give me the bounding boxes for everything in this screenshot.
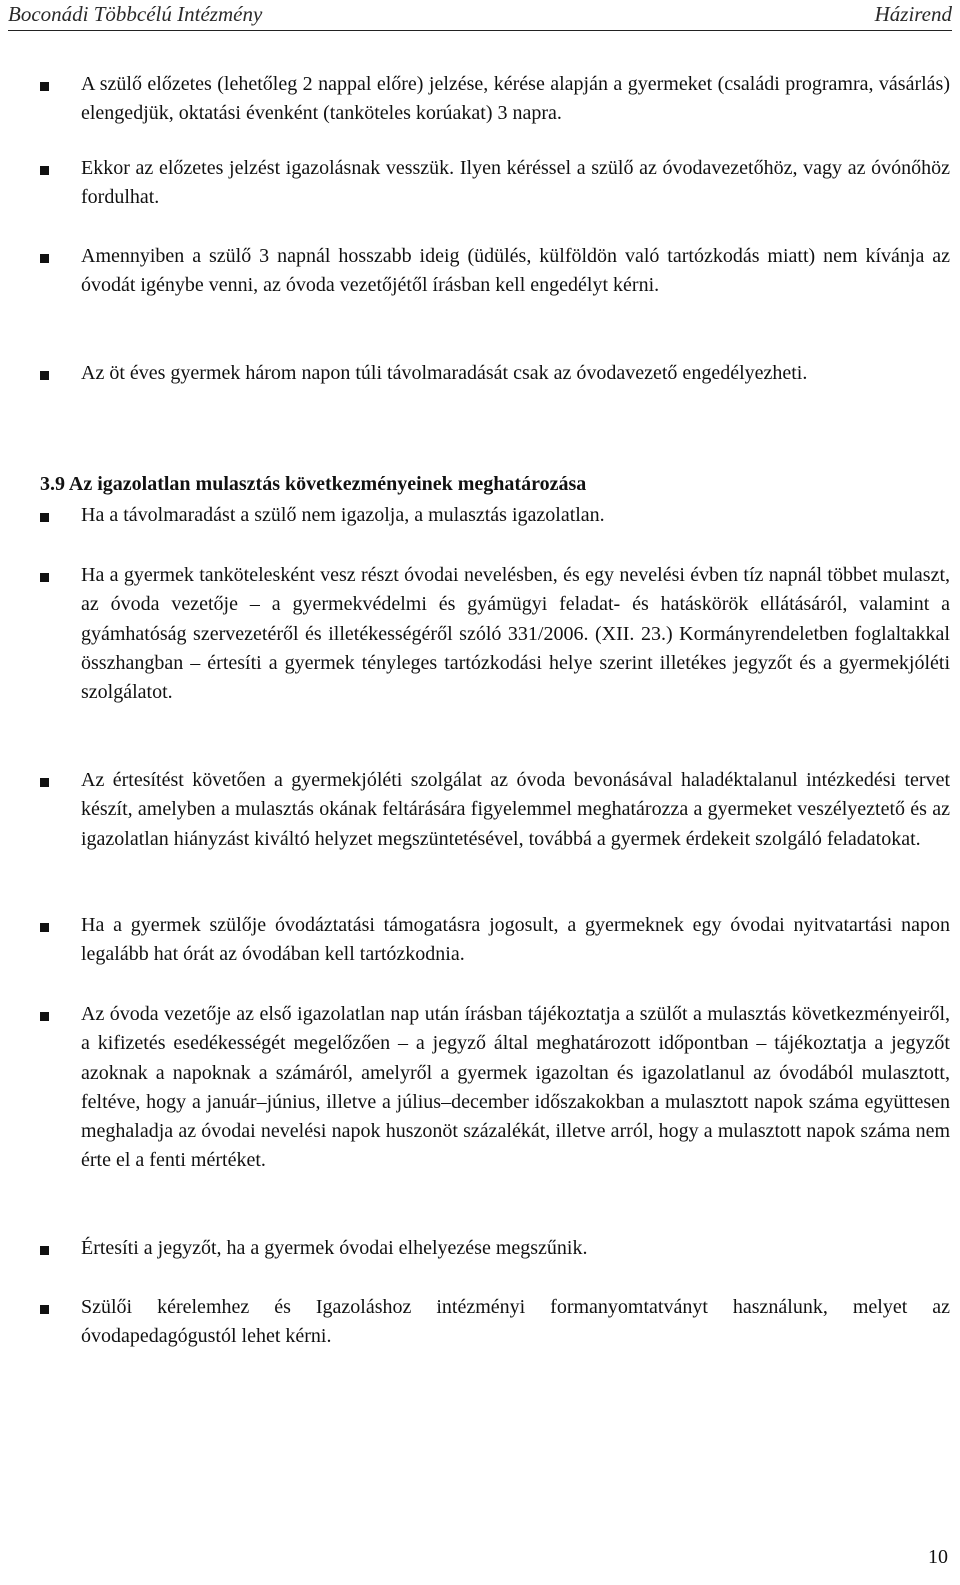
list-item: Az értesítést követően a gyermekjóléti szolgálat az óvoda bevonásával haladéktalanul intézkedési tervet készít, amelyben a mulasztás okának feltárására figyelemmel meghatározza a gyermeket veszélyeztető és az igazolatlan hiányzást kiváltó helyzet megszüntetésével, továbbá a gyermek érdekeit szolgáló feladatokat. bbox=[81, 769, 950, 850]
bullet-icon bbox=[40, 1012, 49, 1021]
list-item: Ha a gyermek szülője óvodáztatási támogatásra jogosult, a gyermeknek egy óvodai nyitvatartási napon legalább hat órát az óvodában kell tartózkodnia. bbox=[81, 914, 950, 966]
list-item: Az öt éves gyermek három napon túli távolmaradását csak az óvodavezető engedélyezheti. bbox=[81, 362, 808, 384]
header-document-title: Házirend bbox=[874, 2, 952, 26]
bullet-icon bbox=[40, 166, 49, 175]
header-institution: Boconádi Többcélú Intézmény bbox=[8, 2, 263, 26]
list-item: Amennyiben a szülő 3 napnál hosszabb ideig (üdülés, külföldön való tartózkodás miatt) nem kívánja az óvodát igénybe venni, az óvoda vezetőjétől írásban kell engedélyt kérni. bbox=[81, 245, 950, 297]
bullet-icon bbox=[40, 573, 49, 582]
list-item: Szülői kérelemhez és Igazoláshoz intézményi formanyomtatványt használunk, melyet az óvodapedagógustól lehet kérni. bbox=[81, 1296, 950, 1348]
list-item: Az óvoda vezetője az első igazolatlan nap után írásban tájékoztatja a szülőt a mulasztás következményeiről, a kifizetés esedékességét megelőzően – a jegyző által meghatározott időpontban – tájékoztatja a jegyzőt azoknak a napoknak a számáról, amelyről a gyermek igazoltan és igazolatlanul az óvodából mulasztott, feltéve, hogy a január–június, illetve a július–december időszakokban a mulasztott napok száma együttesen meghaladja az óvodai nevelési napok huszonöt százalékát, illetve arról, hogy a mulasztott napok száma nem érte el a fenti mértéket. bbox=[81, 1003, 950, 1172]
list-item: Ha a távolmaradást a szülő nem igazolja, a mulasztás igazolatlan. bbox=[81, 504, 605, 526]
bullet-icon bbox=[40, 82, 49, 91]
bullet-icon bbox=[40, 1305, 49, 1314]
section-heading: 3.9 Az igazolatlan mulasztás következményeinek meghatározása bbox=[40, 473, 587, 495]
list-item: A szülő előzetes (lehetőleg 2 nappal előre) jelzése, kérése alapján a gyermeket (családi programra, vásárlás) elengedjük, oktatási évenként (tanköteles korúakat) 3 napra. bbox=[81, 73, 950, 125]
bullet-icon bbox=[40, 923, 49, 932]
bullet-icon bbox=[40, 778, 49, 787]
page-number: 10 bbox=[928, 1546, 948, 1568]
list-item: Ekkor az előzetes jelzést igazolásnak vesszük. Ilyen kéréssel a szülő az óvodavezetőhöz, vagy az óvónőhöz fordulhat. bbox=[81, 157, 950, 209]
list-item: Ha a gyermek tankötelesként vesz részt óvodai nevelésben, és egy nevelési évben tíz napnál többet mulaszt, az óvoda vezetője – a gyermekvédelmi és gyámügyi feladat- és hatáskörök ellátásáról, valamint a gyámhatóság szervezetéről és illetékességéről szóló 331/2006. (XII. 23.) Kormányrendeletben foglaltakkal összhangban – értesíti a gyermek tényleges tartózkodási helye szerint illetékes jegyzőt és a gyermekjóléti szolgálatot. bbox=[81, 564, 950, 704]
bullet-icon bbox=[40, 371, 49, 380]
bullet-icon bbox=[40, 513, 49, 522]
bullet-icon bbox=[40, 1246, 49, 1255]
bullet-icon bbox=[40, 254, 49, 263]
list-item: Értesíti a jegyzőt, ha a gyermek óvodai elhelyezése megszűnik. bbox=[81, 1237, 588, 1259]
page-header bbox=[8, 0, 952, 31]
